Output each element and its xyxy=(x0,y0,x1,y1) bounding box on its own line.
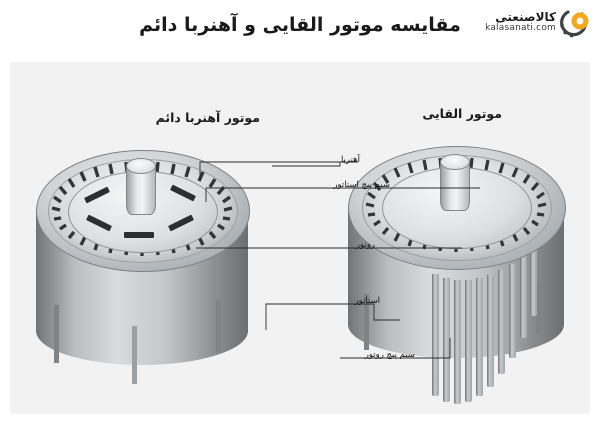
diagram-panel xyxy=(10,62,590,414)
callout-stator-winding: سیم پیچ استاتور xyxy=(333,180,390,190)
callout-stator: استاتور xyxy=(354,296,380,306)
brand-name-fa: کالاصنعتی xyxy=(495,10,556,24)
callout-rotor-winding: سیم پیچ روتور xyxy=(364,350,415,360)
callout-leader-lines xyxy=(10,62,590,414)
heading-induction-motor: موتور القایی xyxy=(422,106,502,121)
brand-logo-text xyxy=(485,11,556,33)
brand-logo[interactable] xyxy=(484,6,592,46)
callout-magnet: آهنربا xyxy=(340,155,360,165)
page-header xyxy=(0,0,600,62)
gear-icon xyxy=(558,8,592,40)
heading-pm-motor: موتور آهنربا دائم xyxy=(155,110,260,125)
page-title: مقایسه موتور القایی و آهنربا دائم xyxy=(139,14,461,36)
gear-icon-svg xyxy=(558,8,592,40)
brand-name-en: kalasanati.com xyxy=(485,22,556,33)
callout-rotor: روتور xyxy=(355,240,375,250)
